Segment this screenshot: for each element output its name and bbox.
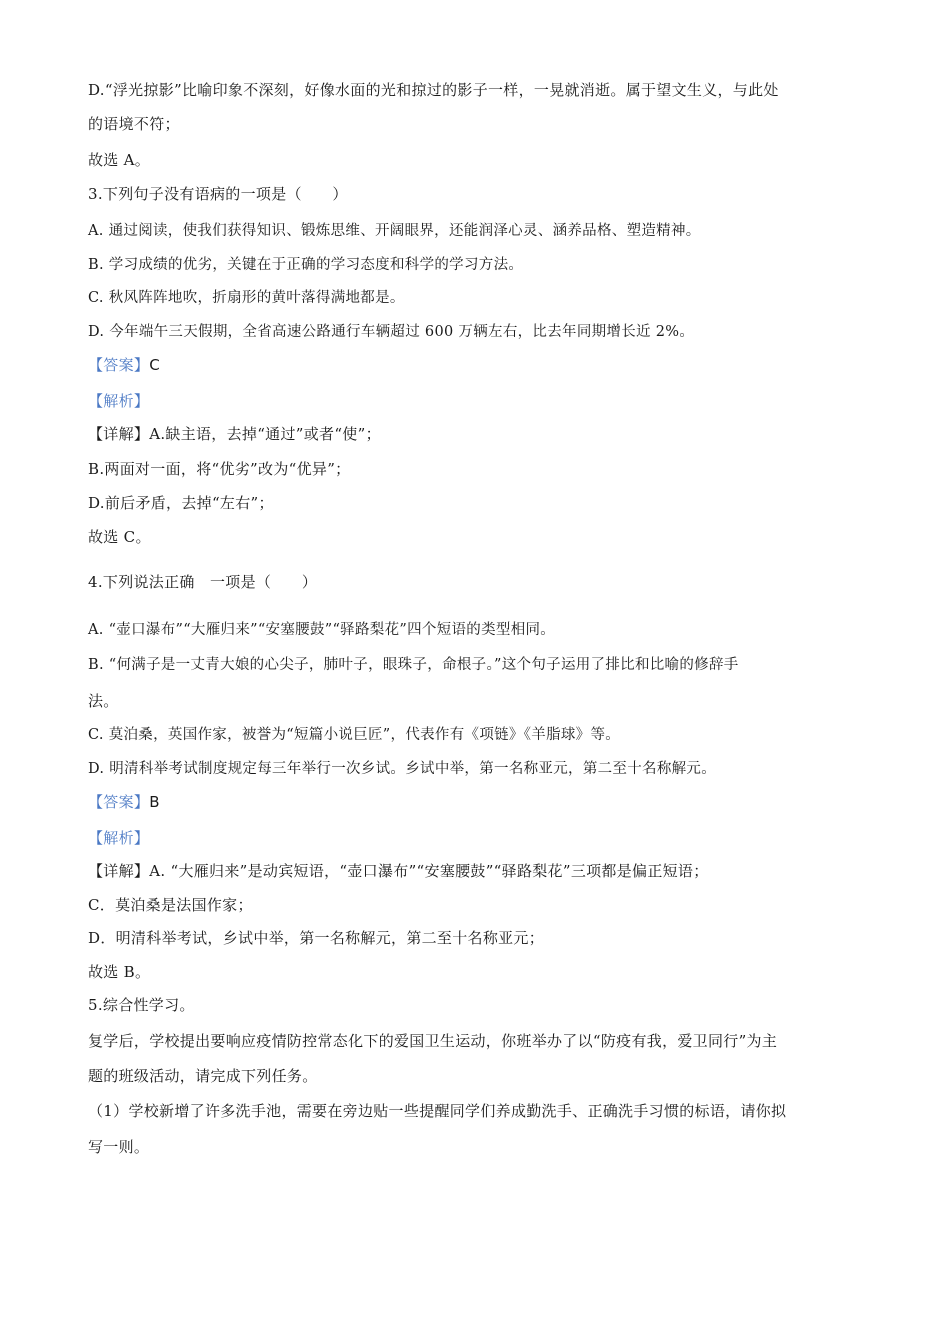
question-4-option-c: C. 莫泊桑，英国作家，被誉为“短篇小说巨匠”，代表作有《项链》《羊脂球》等。 [88,727,621,743]
text-line: 复学后，学校提出要响应疫情防控常态化下的爱国卫生运动，你班举办了以“防疫有我，爱卫同行”为主 [88,1032,778,1050]
answer-value: C [149,356,160,374]
text-line: D．明清科举考试，乡试中举，第一名称解元，第二至十名称亚元； [88,929,545,947]
text-line: 故选 C。 [88,528,151,546]
detail-tag: 【详解】 [88,425,150,443]
text-line: D.“浮光掠影”比喻印象不深刻，好像水面的光和掠过的影子一样，一晃就消逝。属于望文生义，与此处 [88,81,779,99]
answer-tag: 【答案】 [88,356,150,374]
analysis-tag: 【解析】 [88,392,150,410]
question-3-option-a: A. 通过阅读，使我们获得知识、锻炼思维、开阔眼界，还能润泽心灵、涵养品格、塑造精神。 [88,223,701,239]
text-line: 法。 [88,692,119,710]
text-line: B.两面对一面，将“优劣”改为“优异”； [88,460,351,478]
question-4-option-d: D. 明清科举考试制度规定每三年举行一次乡试。乡试中举，第一名称亚元，第二至十名称解元。 [88,761,717,777]
question-4-option-b: B. “何满子是一丈青大娘的心尖子，肺叶子，眼珠子，命根子。”这个句子运用了排比和比喻的修辞手 [88,657,739,673]
detail-line [88,861,709,881]
task-1: （1）学校新增了许多洗手池，需要在旁边贴一些提醒同学们养成勤洗手、正确洗手习惯的标语，请你拟 [88,1102,787,1120]
question-4-option-a: A. “壶口瀑布”“大雁归来”“安塞腰鼓”“驿路梨花”四个短语的类型相同。 [88,622,556,638]
analysis-tag: 【解析】 [88,829,150,847]
text-line: 写一则。 [88,1138,150,1156]
detail-tag: 【详解】 [88,862,150,880]
analysis-line [88,391,149,411]
question-3-option-b: B. 学习成绩的优劣，关键在于正确的学习态度和科学的学习方法。 [88,257,524,273]
question-3-stem: 3.下列句子没有语病的一项是（ ） [88,185,348,203]
answer-tag: 【答案】 [88,793,150,811]
text-line: 故选 A。 [88,151,151,169]
question-3-option-d: D. 今年端午三天假期，全省高速公路通行车辆超过 600 万辆左右，比去年同期增长近 2%。 [88,324,695,340]
question-5-stem: 5.综合性学习。 [88,996,195,1014]
text-line: 故选 B。 [88,963,151,981]
text-line: 的语境不符； [88,115,180,133]
detail-text: A.缺主语，去掉“通过”或者“使”； [149,425,381,443]
detail-line [88,424,381,444]
answer-line [88,355,160,375]
text-line: C．莫泊桑是法国作家； [88,896,253,914]
question-3-option-c: C. 秋风阵阵地吹，折扇形的黄叶落得满地都是。 [88,290,405,306]
text-line: D.前后矛盾，去掉“左右”； [88,494,274,512]
question-4-stem: 4.下列说法正确 一项是（ ） [88,573,318,591]
answer-line [88,792,160,812]
answer-value: B [149,793,160,811]
text-line: 题的班级活动，请完成下列任务。 [88,1067,318,1085]
detail-text: A. “大雁归来”是动宾短语，“壶口瀑布”“安塞腰鼓”“驿路梨花”三项都是偏正短语； [149,862,709,880]
analysis-line [88,828,149,848]
